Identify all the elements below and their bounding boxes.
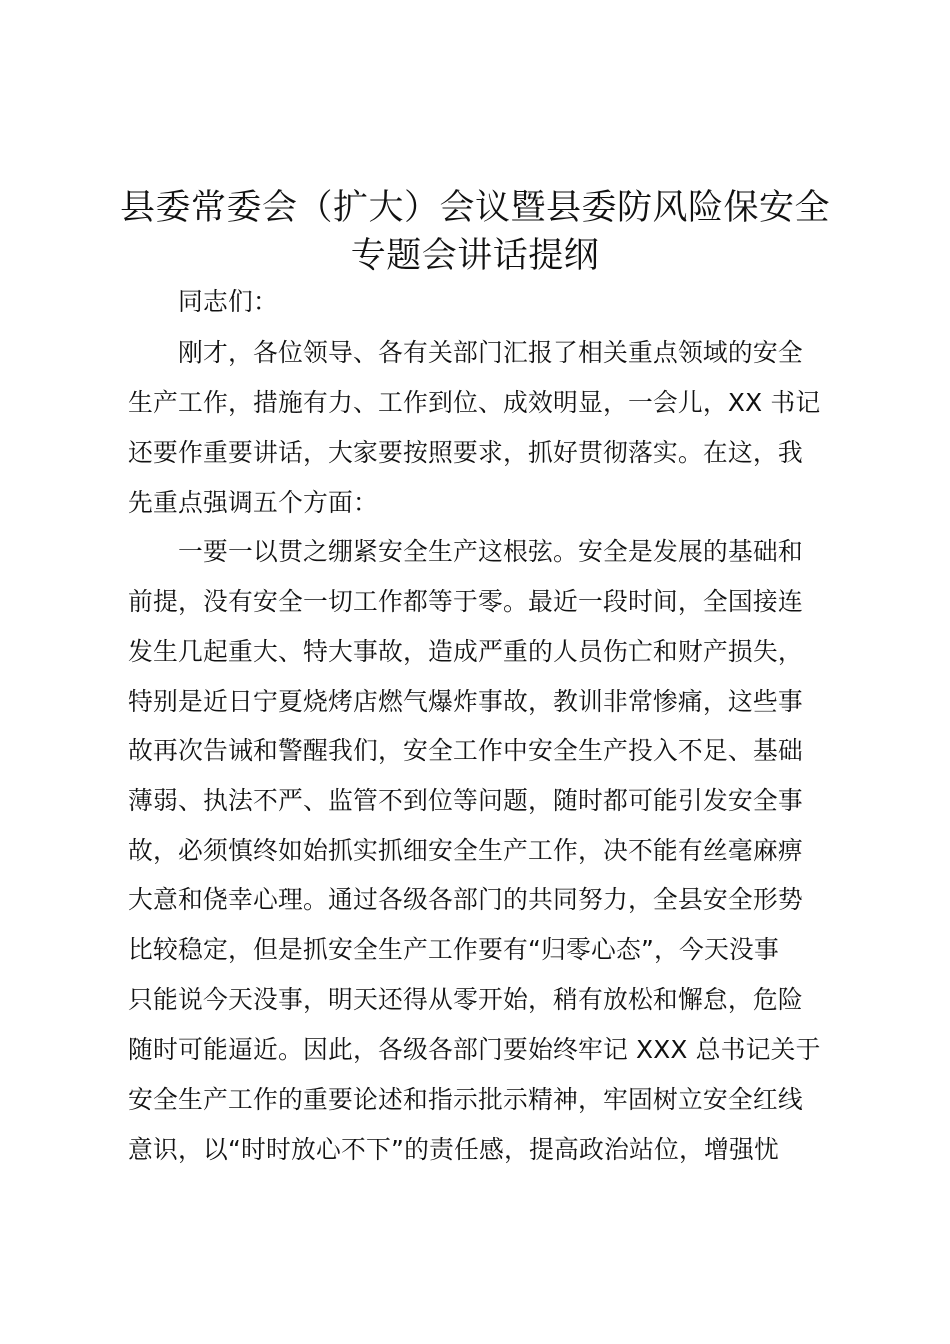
paragraph-2-line-8: 大意和侥幸心理。通过各级各部门的共同努力，全县安全形势	[128, 885, 803, 914]
paragraph-2-line-7: 故，必须慎终如始抓实抓细安全生产工作，决不能有丝毫麻痹	[128, 836, 803, 865]
paragraph-1-line-2: 生产工作，措施有力、工作到位、成效明显，一会儿，XX 书记	[128, 388, 821, 417]
paragraph-2-line-13: 意识，以“时时放心不下”的责任感，提高政治站位，增强忧	[128, 1135, 780, 1164]
paragraph-2-line-11: 随时可能逼近。因此，各级各部门要始终牢记 XXX 总书记关于	[128, 1035, 821, 1064]
paragraph-2-line-1: 一要一以贯之绷紧安全生产这根弦。安全是发展的基础和	[178, 537, 803, 566]
paragraph-2-line-6: 薄弱、执法不严、监管不到位等问题，随时都可能引发安全事	[128, 786, 803, 815]
salutation: 同志们：	[178, 287, 278, 316]
paragraph-2-line-4: 特别是近日宁夏烧烤店燃气爆炸事故，教训非常惨痛，这些事	[128, 687, 803, 716]
paragraph-1-line-1: 刚才，各位领导、各有关部门汇报了相关重点领域的安全	[178, 338, 803, 367]
paragraph-2-line-3: 发生几起重大、特大事故，造成严重的人员伤亡和财产损失，	[128, 637, 803, 666]
paragraph-2-line-12: 安全生产工作的重要论述和指示批示精神，牢固树立安全红线	[128, 1085, 803, 1114]
paragraph-2-line-2: 前提，没有安全一切工作都等于零。最近一段时间，全国接连	[128, 587, 803, 616]
paragraph-2-line-9: 比较稳定，但是抓安全生产工作要有“归零心态”，今天没事	[128, 935, 780, 964]
paragraph-2-line-10: 只能说今天没事，明天还得从零开始，稍有放松和懈怠，危险	[128, 985, 803, 1014]
document-title-line-2: 专题会讲话提纲	[350, 236, 600, 276]
paragraph-1-line-3: 还要作重要讲话，大家要按照要求，抓好贯彻落实。在这，我	[128, 438, 803, 467]
document-title-line-1: 县委常委会（扩大）会议暨县委防风险保安全	[119, 188, 830, 228]
paragraph-2-line-5: 故再次告诫和警醒我们，安全工作中安全生产投入不足、基础	[128, 736, 803, 765]
paragraph-1-line-4: 先重点强调五个方面：	[128, 488, 378, 517]
